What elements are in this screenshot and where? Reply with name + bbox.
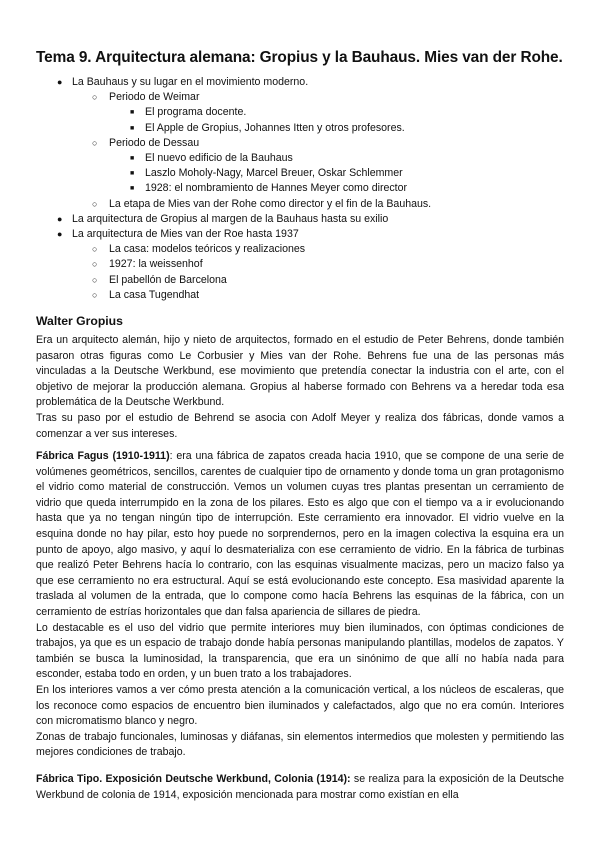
outline-item: [0, 212, 600, 227]
fagus-section: [36, 449, 564, 761]
outline-item-text: El programa docente.: [145, 106, 247, 119]
outline-item: [0, 75, 600, 90]
outline-item-text: El nuevo edificio de la Bauhaus: [145, 152, 293, 165]
outline-item-text: El Apple de Gropius, Johannes Itten y otros profesores.: [145, 121, 405, 134]
outline-item-text: Periodo de Dessau: [109, 136, 200, 149]
outline-item: [0, 151, 600, 166]
paragraph: Era un arquitecto alemán, hijo y nieto de arquitectos, formado en el estudio de Peter Behrens, donde también pasaron otras figuras como Le Corbusier y Mies van der Rohe. Behrens fue una de las personas más vinculadas a la Deutsche Werkbund, ese movimiento que pretendía conectar la industria con el arte, con el objetivo de mejorar la producción alemana. Gropius al haberse formado con Behrens va a heredar toda esa problemática de la Deutsche Werkbund.: [36, 334, 564, 409]
outline-item: [0, 121, 600, 136]
bullet-icon: ■: [130, 109, 135, 117]
tipo-label: Fábrica Tipo. Exposición Deutsche Werkbund, Colonia (1914):: [36, 773, 351, 785]
fagus-label: Fábrica Fagus (1910-1911): [36, 450, 170, 462]
outline-item-text: La arquitectura de Gropius al margen de la Bauhaus hasta su exilio: [72, 212, 389, 225]
outline-item: [0, 273, 600, 288]
bullet-icon: ■: [130, 124, 135, 132]
outline-item-text: La Bauhaus y su lugar en el movimiento moderno.: [72, 76, 309, 88]
paragraph: [36, 772, 564, 803]
intro-text: [36, 333, 564, 442]
outline-item: [0, 257, 600, 272]
bullet-icon: ■: [130, 155, 135, 163]
bullet-icon: ■: [130, 185, 135, 193]
paragraph: [36, 449, 564, 621]
outline-item-text: La casa Tugendhat: [109, 288, 200, 301]
fagus-text: : era una fábrica de zapatos creada hacia 1910, que se compone de una serie de volúmenes geométricos, sencillos, carentes de cualquier tipo de ornamento y donde toma un gran protagonismo el vidrio como material de construcción. Vemos un volumen cuyas tres plantas presentan un cerramiento de vidrio que queda interrumpido en la zona de los pilares. Esto es algo que con el tiempo va a ir evolucionando hasta que ya no tengan ningún tipo de interrupción. Este cerramiento era innovador. El vidrio vuelve en la esquina donde no hay pilar, esto hoy puede no sorprendernos, pero en la imagen colectiva la esquina era un punto de apoyo, algo masivo, y aquí lo desmaterializa con ese cerramiento de vidrio. En la fábrica de turbinas que realizó Peter Behrens hacía lo contrario, con las esquinas visualmente macizas, pero un macizo falso ya que ese cerramiento no era estructural. Aquí se está evolucionando este concepto. Esa masividad aparente la traslada al volumen de la entrada, que lo compone como hacía Behrens las esquinas de la fábrica, con un cerramiento de estrías horizontales que dan falsa apariencia de sillares de piedra.: [36, 450, 565, 618]
bullet-icon: ○: [92, 289, 98, 300]
bullet-icon: ●: [57, 77, 63, 87]
outline-item: [0, 90, 600, 105]
outline-item: [0, 242, 600, 257]
topic-outline: [0, 75, 600, 303]
page-title: Tema 9. Arquitectura alemana: Gropius y la Bauhaus. Mies van der Rohe.: [36, 49, 563, 66]
paragraph: En los interiores vamos a ver cómo presta atención a la comunicación vertical, a los núcleos de escaleras, que los reconoce como espacios de encuentro bien iluminados y calefactados, algo que no era común. Interiores con micromatismo blanco y negro.: [36, 683, 564, 728]
outline-item-text: 1928: el nombramiento de Hannes Meyer como director: [145, 182, 408, 195]
outline-item-text: Laszlo Moholy-Nagy, Marcel Breuer, Oskar Schlemmer: [145, 167, 403, 180]
outline-item: [0, 227, 600, 242]
outline-item-text: Periodo de Weimar: [109, 91, 200, 104]
outline-item: [0, 197, 600, 212]
outline-item-text: La casa: modelos teóricos y realizaciones: [109, 243, 306, 256]
outline-item: [0, 181, 600, 196]
paragraph: Tras su paso por el estudio de Behrend se asocia con Adolf Meyer y realiza dos fábricas, donde vamos a comenzar a ver sus intereses.: [36, 411, 564, 440]
outline-item: [0, 288, 600, 303]
bullet-icon: ●: [57, 229, 63, 240]
outline-item-text: El pabellón de Barcelona: [109, 273, 227, 286]
section-heading: Walter Gropius: [36, 314, 123, 328]
outline-item-text: La etapa de Mies van der Rohe como director y el fin de la Bauhaus.: [109, 197, 432, 210]
paragraph: Lo destacable es el uso del vidrio que permite interiores muy bien iluminados, con óptimas condiciones de trabajos, ya que es un espacio de trabajo donde había personas manipulando plantillas, modelos de zapatos. Y también se busca la luminosidad, la transparencia, que era un sinónimo de que allí no había nada para esconder, estaba todo en orden, y un buen trato a los trabajadores.: [36, 621, 564, 681]
bullet-icon: ○: [92, 137, 98, 148]
bullet-icon: ■: [130, 170, 135, 178]
bullet-icon: ○: [92, 244, 98, 255]
bullet-icon: ○: [92, 259, 98, 270]
tipo-text: se realiza para la exposición de la Deutsche Werkbund de colonia de 1914, exposición mencionada para mostrar como existían en ella: [36, 773, 564, 801]
outline-item: [0, 105, 600, 120]
tipo-section: [36, 772, 564, 803]
outline-item-text: 1927: la weissenhof: [109, 258, 203, 271]
bullet-icon: ○: [92, 92, 98, 103]
outline-item: [0, 166, 600, 181]
outline-item-text: La arquitectura de Mies van der Roe hasta 1937: [72, 228, 299, 241]
paragraph: Zonas de trabajo funcionales, luminosas y diáfanas, sin elementos intermedios que molesten y permitiendo las mejores condiciones de trabajo.: [36, 730, 564, 759]
bullet-icon: ○: [92, 274, 98, 285]
bullet-icon: ●: [57, 213, 63, 224]
outline-item: [0, 136, 600, 151]
bullet-icon: ○: [92, 198, 98, 209]
